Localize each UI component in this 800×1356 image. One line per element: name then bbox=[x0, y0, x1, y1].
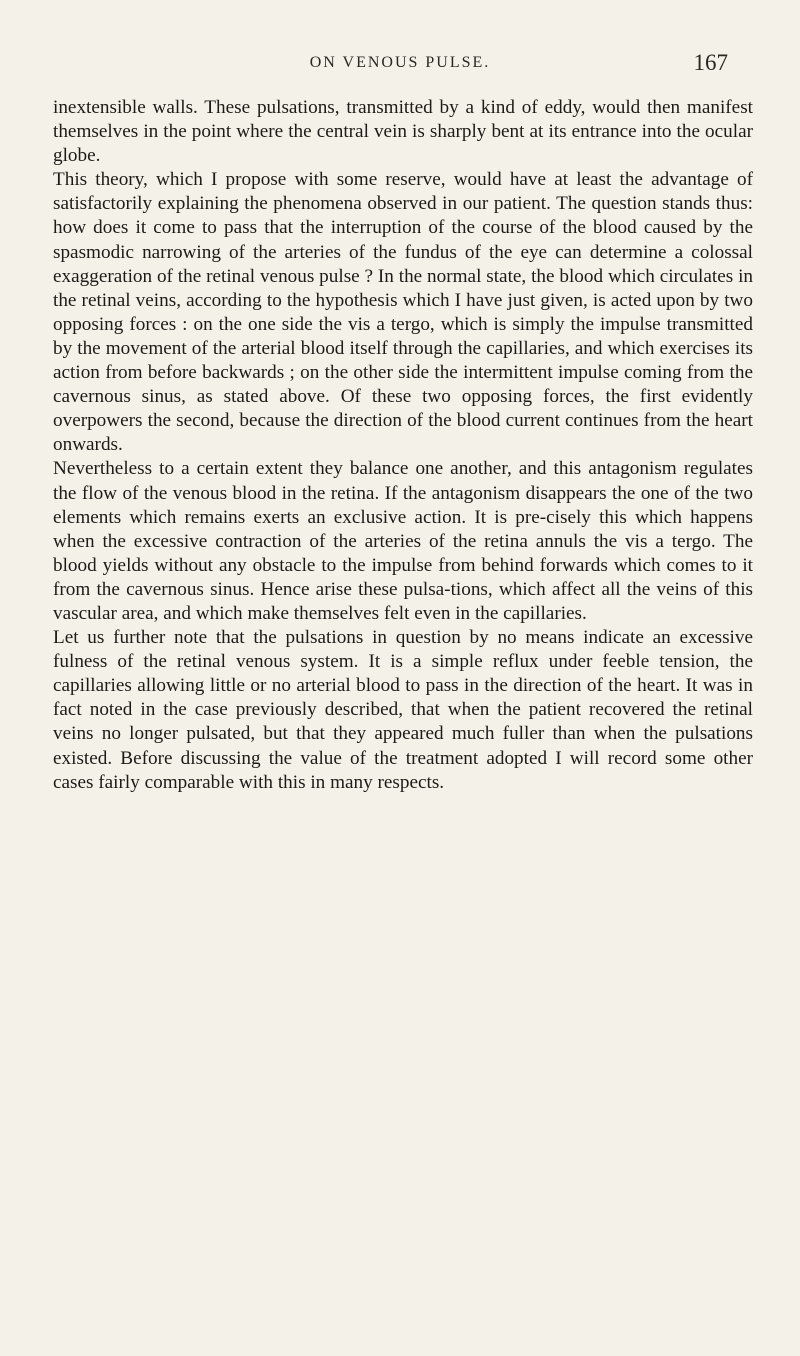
paragraph: inextensible walls. These pulsations, transmitted by a kind of eddy, would then manifest themselves in the point where the central vein is sharply bent at its entrance into the ocular globe. bbox=[53, 97, 753, 167]
page-number: 167 bbox=[693, 50, 728, 75]
paragraph: Let us further note that the pulsations in question by no means indicate an excessive fulness of the retinal venous system. It is a simple reflux under feeble tension, the capillaries allowing little or no arterial blood to pass in the direction of the heart. It was in fact noted in the case previously described, that when the patient recovered the retinal veins no longer pulsated, but that they appeared much fuller than when the pulsations existed. Before discussing the value of the treatment adopted I will record some other cases fairly comparable with this in many respects. bbox=[53, 627, 753, 793]
paragraph: This theory, which I propose with some reserve, would have at least the advantage of satisfactorily explaining the phenomena observed in our patient. The question stands thus: how does it come to pass that the interruption of the course of the blood caused by the spasmodic narrowing of the arteries of the fundus of the eye can determine a colossal exaggeration of the retinal venous pulse ? In the normal state, the blood which circulates in the retinal veins, according to the hypothesis which I have just given, is acted upon by two opposing forces : on the one side the vis a tergo, which is simply the impulse transmitted by the movement of the arterial blood itself through the capillaries, and which exercises its action from before backwards ; on the other side the intermittent impulse coming from the cavernous sinus, as stated above. Of these two opposing forces, the first evidently overpowers the second, because the direction of the blood current continues from the heart onwards. bbox=[53, 169, 753, 456]
paragraph: Nevertheless to a certain extent they balance one another, and this antagonism regulates the flow of the venous blood in the retina. If the antagonism disappears the one of the two elements which remains exerts an exclusive action. It is pre-cisely this which happens when the excessive contraction of the arteries of the retina annuls the vis a tergo. The blood yields without any obstacle to the impulse from behind forwards which comes to it from the cavernous sinus. Hence arise these pulsa-tions, which affect all the veins of this vascular area, and which make themselves felt even in the capillaries. bbox=[53, 458, 753, 624]
body-text bbox=[53, 96, 753, 795]
running-head bbox=[0, 50, 800, 80]
running-title: ON VENOUS PULSE. bbox=[309, 54, 491, 71]
